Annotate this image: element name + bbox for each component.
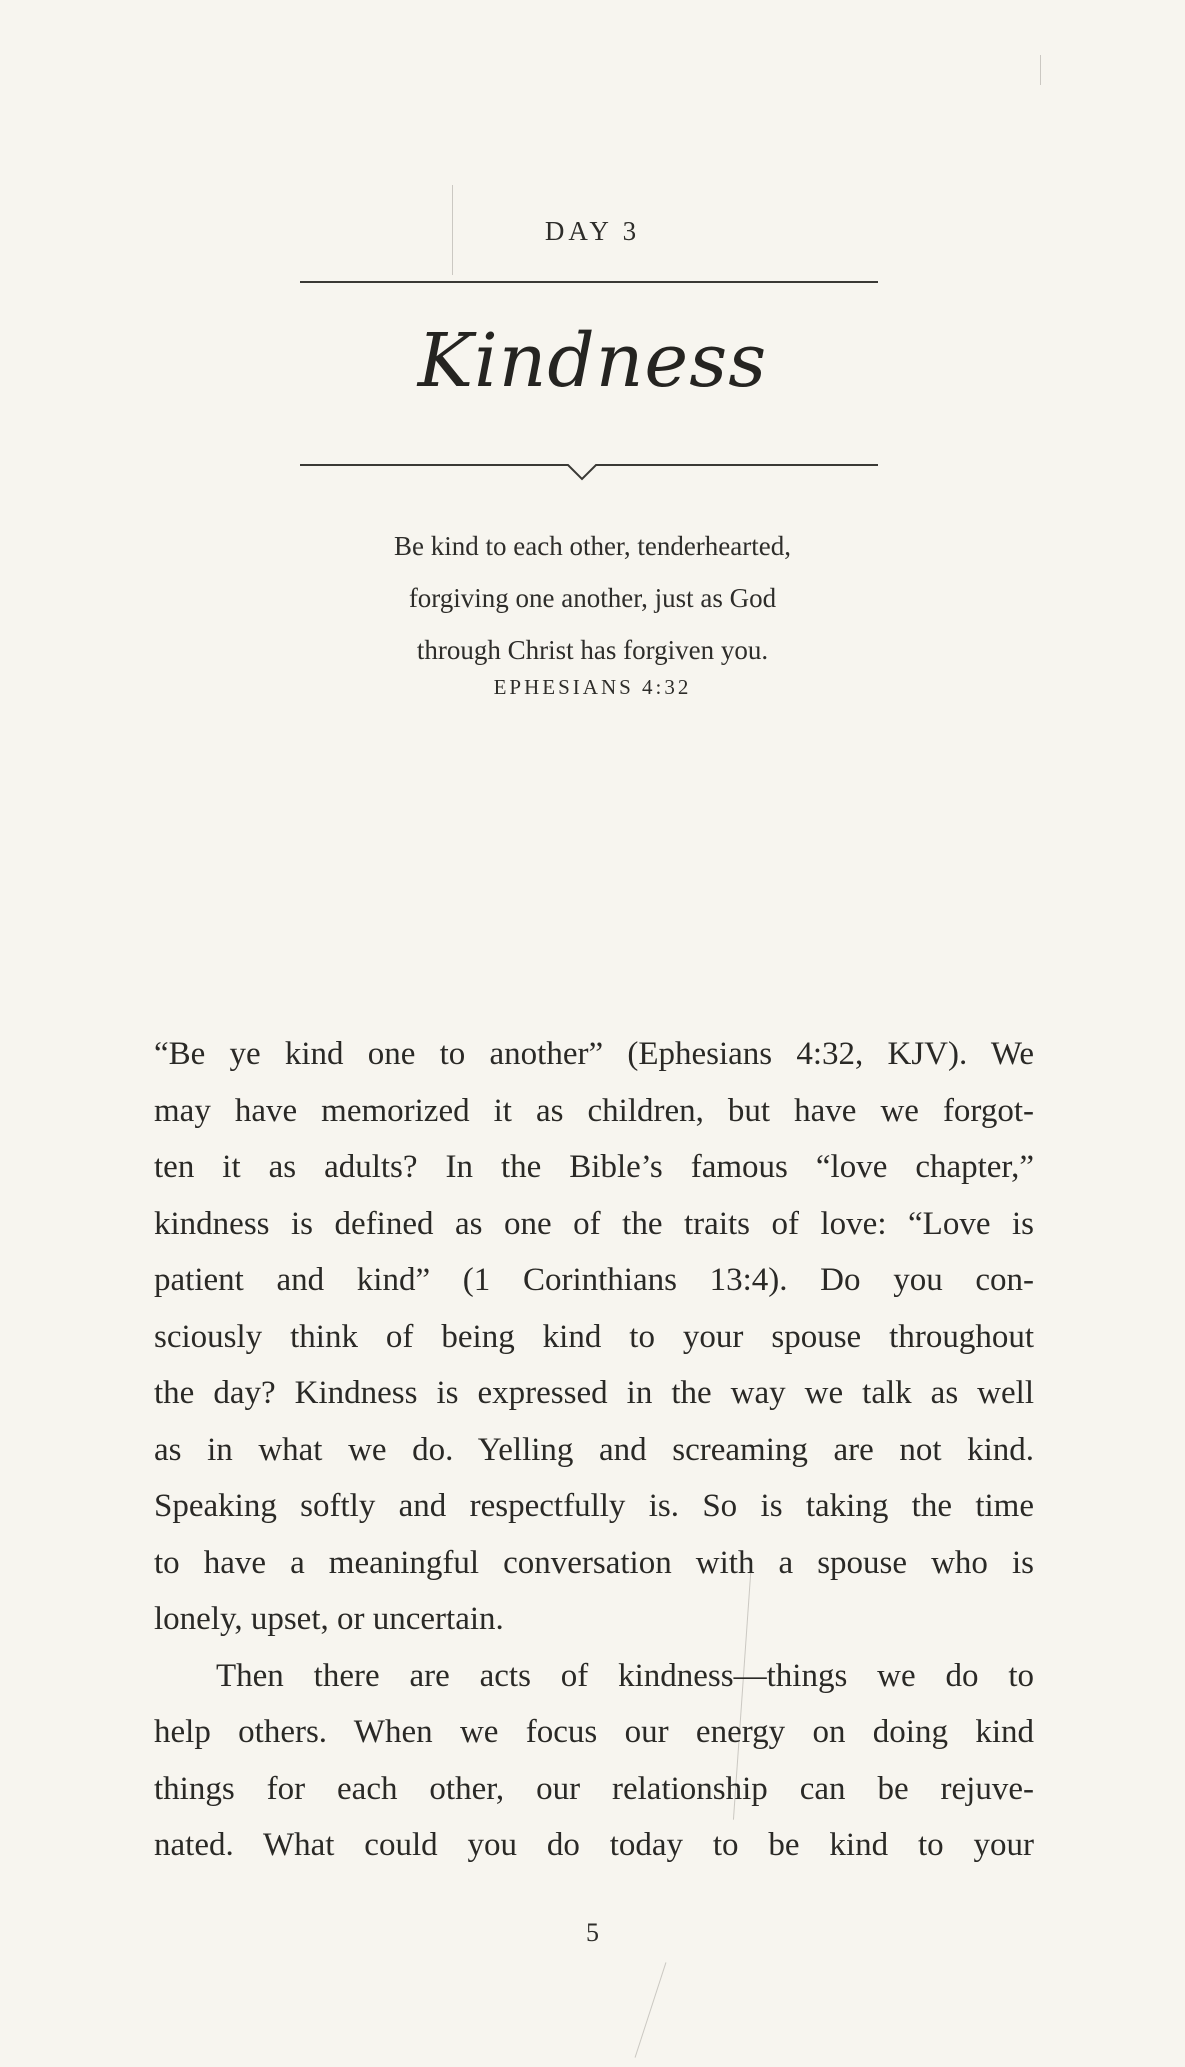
body-line: help others. When we focus our energy on doing kind xyxy=(154,1714,1034,1750)
scan-mark xyxy=(635,1962,667,2057)
body-line: nated. What could you do today to be kind to your xyxy=(154,1827,1034,1863)
chevron-divider-icon xyxy=(300,455,878,485)
epigraph-verse xyxy=(0,520,1185,676)
verse-line: through Christ has forgiven you. xyxy=(416,635,769,665)
body-line: things for each other, our relationship can be rejuve- xyxy=(154,1770,1034,1807)
body-line: ten it as adults? In the Bible’s famous “love chapter,” xyxy=(154,1149,1034,1185)
body-line: “Be ye kind one to another” (Ephesians 4:32, KJV). We xyxy=(154,1036,1034,1072)
bottom-divider xyxy=(300,455,878,485)
body-line: the day? Kindness is expressed in the way we talk as well xyxy=(154,1375,1034,1411)
body-line: Speaking softly and respectfully is. So is taking the time xyxy=(154,1488,1034,1524)
page-number: 5 xyxy=(586,1918,599,1947)
body-line: lonely, upset, or uncertain. xyxy=(154,1601,504,1637)
verse-reference: EPHESIANS 4:32 xyxy=(493,675,692,699)
top-divider xyxy=(300,281,878,283)
body-line: Then there are acts of kindness—things we do to xyxy=(216,1657,1034,1694)
body-line: to have a meaningful conversation with a spouse who is xyxy=(154,1544,1034,1581)
body-line: as in what we do. Yelling and screaming are not kind. xyxy=(154,1431,1034,1468)
verse-line: Be kind to each other, tenderhearted, xyxy=(394,531,791,561)
verse-line: forgiving one another, just as God xyxy=(408,583,777,613)
body-text xyxy=(154,1026,1034,1874)
body-line: kindness is defined as one of the traits of love: “Love is xyxy=(154,1205,1034,1242)
scan-mark xyxy=(1040,55,1041,85)
chapter-title: Kindness xyxy=(417,318,768,404)
body-line: may have memorized it as children, but have we forgot- xyxy=(154,1092,1034,1129)
body-line: sciously think of being kind to your spouse throughout xyxy=(154,1318,1034,1355)
day-label: DAY 3 xyxy=(544,216,641,246)
body-line: patient and kind” (1 Corinthians 13:4). Do you con- xyxy=(154,1262,1034,1298)
